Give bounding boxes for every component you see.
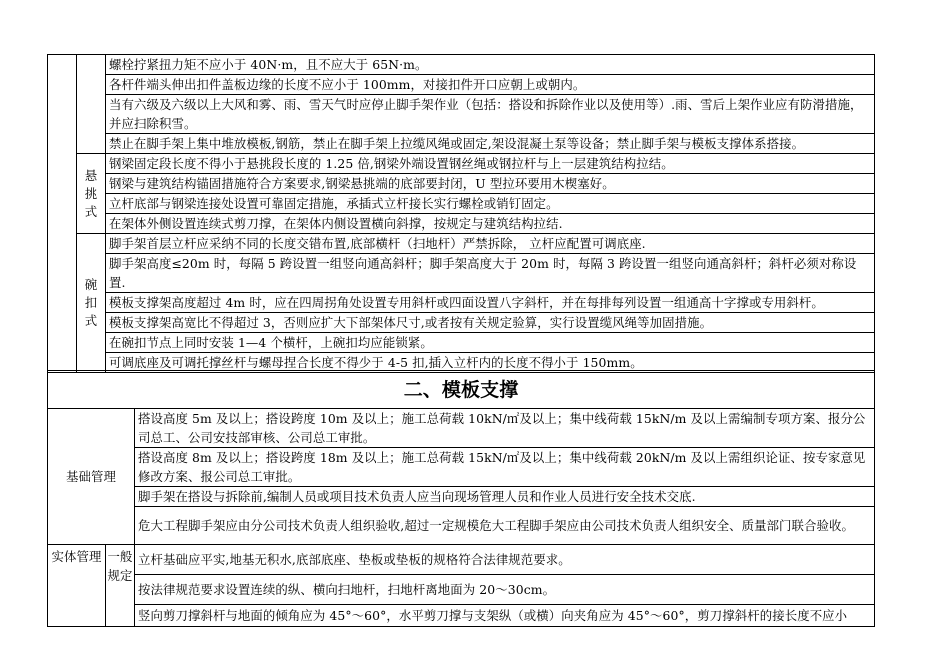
table-row: 立杆底部与钢梁连接处设置可靠固定措施，承插式立杆接长实行螺栓或销钉固定。 [106,194,875,214]
table-row: 钢梁与建筑结构锚固措施符合方案要求,钢梁悬挑端的底部要封闭，U 型拉环要用木楔塞好。 [106,174,875,194]
formwork-table [47,370,875,627]
table-row: 在碗扣节点上同时安装 1—4 个横杆，上碗扣均应能锁紧。 [106,333,875,353]
table-row: 在架体外侧设置连续式剪刀撑，在架体内侧设置横向斜撑，按规定与建筑结构拉结. [106,214,875,234]
basic-management-label: 基础管理 [48,409,135,545]
table-row: 模板支撑架高宽比不得超过 3，否则应扩大下部架体尺寸,或者按有关规定验算，实行设置缆风绳等加固措施。 [106,313,875,333]
left-column-cell [48,55,77,373]
bowl-label-cell [77,234,106,373]
table-row: 模板支撑架高度超过 4m 时，应在四周拐角处设置专用斜杆或四面设置八字斜杆，并在每排每列设置一组通高十字撑或专用斜杆。 [106,293,875,313]
table-row: 脚手架在搭设与拆除前,编制人员或项目技术负责人应当向现场管理人员和作业人员进行安全技术交底. [135,487,875,507]
table-row: 各杆件端头伸出扣件盖板边缘的长度不应小于 100mm，对接扣件开口应朝上或朝内。 [106,75,875,95]
table-row: 禁止在脚手架上集中堆放模板,钢筋，禁止在脚手架上拉缆风绳或固定,架设混凝土泵等设备；禁止脚手架与模板支撑体系搭接。 [106,134,875,154]
table-row: 可调底座及可调托撑丝杆与螺母捏合长度不得少于 4-5 扣,插入立杆内的长度不得小于 150mm。 [106,353,875,373]
cantilever-label-cell [77,154,106,234]
table-row: 当有六级及六级以上大风和雾、雨、雪天气时应停止脚手架作业（包括：搭设和拆除作业以及使用等）.雨、雪后上架作业应有防滑措施，并应扫除积雪。 [106,95,875,134]
cantilever-label: 悬挑式 [84,167,98,219]
spec-table [47,54,875,373]
table-row: 钢梁固定段长度不得小于悬挑段长度的 1.25 倍,钢梁外端设置钢丝绳或钢拉杆与上一层建筑结构拉结。 [106,154,875,174]
entity-management-label: 实体管理 [48,545,106,627]
table-row: 危大工程脚手架应由分公司技术负责人组织验收,超过一定规模危大工程脚手架应由公司技术负责人组织安全、质量部门联合验收。 [135,507,875,545]
bowl-label: 碗扣式 [84,277,98,328]
table-row: 立杆基础应平实,地基无积水,底部底座、垫板或垫板的规格符合法律规范要求。 [135,545,875,575]
table-row: 搭设高度 5m 及以上；搭设跨度 10m 及以上；施工总荷载 10kN/㎡及以上；集中线荷载 15kN/m 及以上需编制专项方案、报分公司总工、公司安技部审核、公司总工审批。 [135,409,875,448]
general-group-cell [77,55,106,154]
table-row: 螺栓拧紧扭力矩不应小于 40N·m，且不应大于 65N·m。 [106,55,875,75]
table-row: 脚手架高度≤20m 时，每隔 5 跨设置一组竖向通高斜杆；脚手架高度大于 20m 时，每隔 3 跨设置一组竖向通高斜杆；斜杆必须对称设置. [106,254,875,293]
section-title: 二、模板支撑 [48,371,875,409]
table-row: 按法律规范要求设置连续的纵、横向扫地杆，扫地杆离地面为 20～30cm。 [135,575,875,605]
table-row: 搭设高度 8m 及以上；搭设跨度 18m 及以上；施工总荷载 15kN/㎡及以上；集中线荷载 20kN/m 及以上需组织论证、按专家意见修改方案、报公司总工审批。 [135,448,875,487]
table-row: 脚手架首层立杆应采纳不同的长度交错布置,底部横杆（扫地杆）严禁拆除， 立杆应配置可调底座. [106,234,875,254]
general-rules-label: 一般规定 [106,545,135,627]
table-row: 竖向剪刀撑斜杆与地面的倾角应为 45°～60°，水平剪刀撑与支架纵（或横）向夹角应为 45°～60°，剪刀撑斜杆的接长度不应小 [135,605,875,627]
